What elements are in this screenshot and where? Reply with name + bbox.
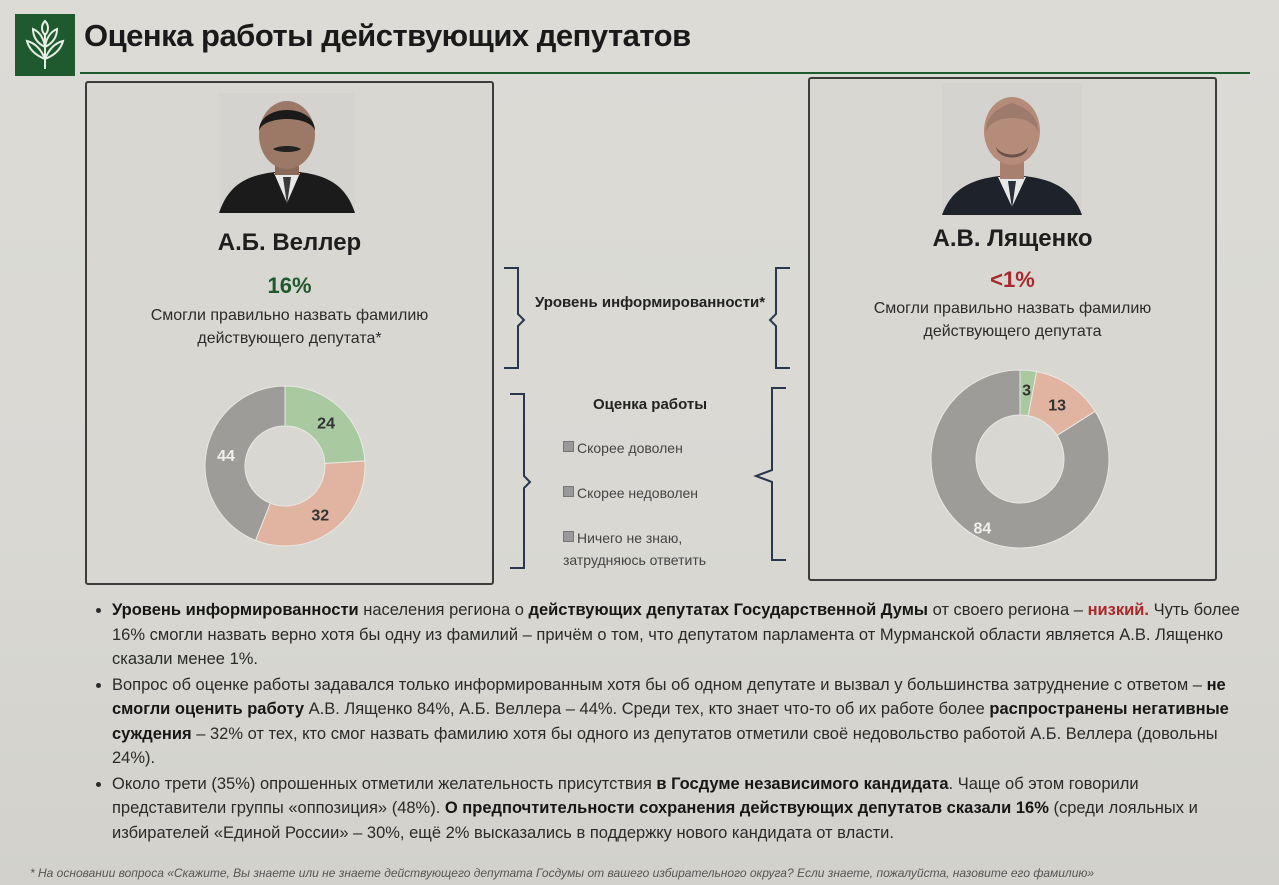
awareness-desc-left: Смогли правильно назвать фамилию действующего депутата*: [150, 307, 429, 347]
deputy-name-right: А.В. Лященко: [932, 225, 1093, 252]
legend-item-unknown: Ничего не знаю, затрудняюсь ответить: [563, 530, 707, 568]
deputy-card-right: [808, 77, 1217, 581]
donut-slice-left-dissatisfied: [256, 461, 365, 546]
legend-item-satisfied: Скорее доволен: [563, 437, 683, 459]
logo: [15, 14, 75, 76]
donut-label-right-dissatisfied: 13: [1048, 397, 1066, 415]
bullet-rating: • Вопрос об оценке работы задавался только информированным хотя бы об одном депутате и вызвал у большинства затруднение с ответом – не смогли оценить работу А.В. Лященко 84%, А.Б. Веллера – 44%. Среди тех, кто знает что-то об их работе более распространены негативные суждения – 32% от тех, кто смог назвать фамилию хотя бы одного из депутатов отметили своё недовольство работой А.Б. Веллера (довольны 24%).: [112, 673, 1240, 771]
donut-label-left-unknown: 44: [217, 447, 235, 465]
donut-chart-left: [202, 383, 368, 549]
page-title: Оценка работы действующих депутатов: [84, 18, 691, 53]
tree-logo-icon: [21, 19, 69, 71]
title-divider: [80, 72, 1250, 74]
legend-swatch-icon: [563, 531, 574, 542]
bullet-awareness: • Уровень информированности населения региона о действующих депутатах Государственной Думы от своего региона – низкий. Чуть более 16% смогли назвать верно хотя бы одну из фамилий – причём о том, что депутатом парламента от Мурманской области является А.В. Лященко сказали менее 1%.: [112, 598, 1240, 672]
rating-label: Оценка работы: [592, 396, 708, 413]
deputy-photo-right: [942, 83, 1082, 215]
summary-bullets: [90, 598, 1240, 846]
awareness-desc-right: Смогли правильно назвать фамилию действующего депутата: [873, 300, 1152, 340]
donut-label-right-satisfied: 3: [1022, 382, 1032, 400]
donut-label-left-satisfied: 24: [317, 415, 335, 433]
footnote: * На основании вопроса «Скажите, Вы знаете или не знаете действующего депутата Госдумы от вашего избирательного округа? Если знаете, пожалуйста, назовите его фамилию»: [30, 866, 1095, 880]
deputy-name-left: А.Б. Веллер: [217, 229, 362, 256]
donut-label-left-dissatisfied: 32: [311, 507, 330, 525]
donut-chart-right: [930, 369, 1110, 549]
deputy-card-left: [85, 81, 494, 585]
deputy-photo-left: [219, 93, 355, 213]
legend-swatch-icon: [563, 441, 574, 452]
awareness-label: Уровень информированности*: [534, 294, 766, 311]
donut-label-right-unknown: 84: [973, 520, 992, 538]
awareness-percent-left: 16%: [267, 273, 312, 298]
legend-item-dissatisfied: Скорее недоволен: [563, 482, 698, 504]
legend-swatch-icon: [563, 486, 574, 497]
bullet-independent: • Около трети (35%) опрошенных отметили желательность присутствия в Госдуме независимого кандидата. Чаще об этом говорили представители группы «оппозиция» (48%). О предпочтительности сохранения действующих депутатов сказали 16% (среди лояльных и избирателей «Единой России» – 30%, ещё 2% высказались в поддержку нового кандидата от власти.: [112, 772, 1240, 846]
awareness-percent-right: <1%: [990, 267, 1035, 292]
